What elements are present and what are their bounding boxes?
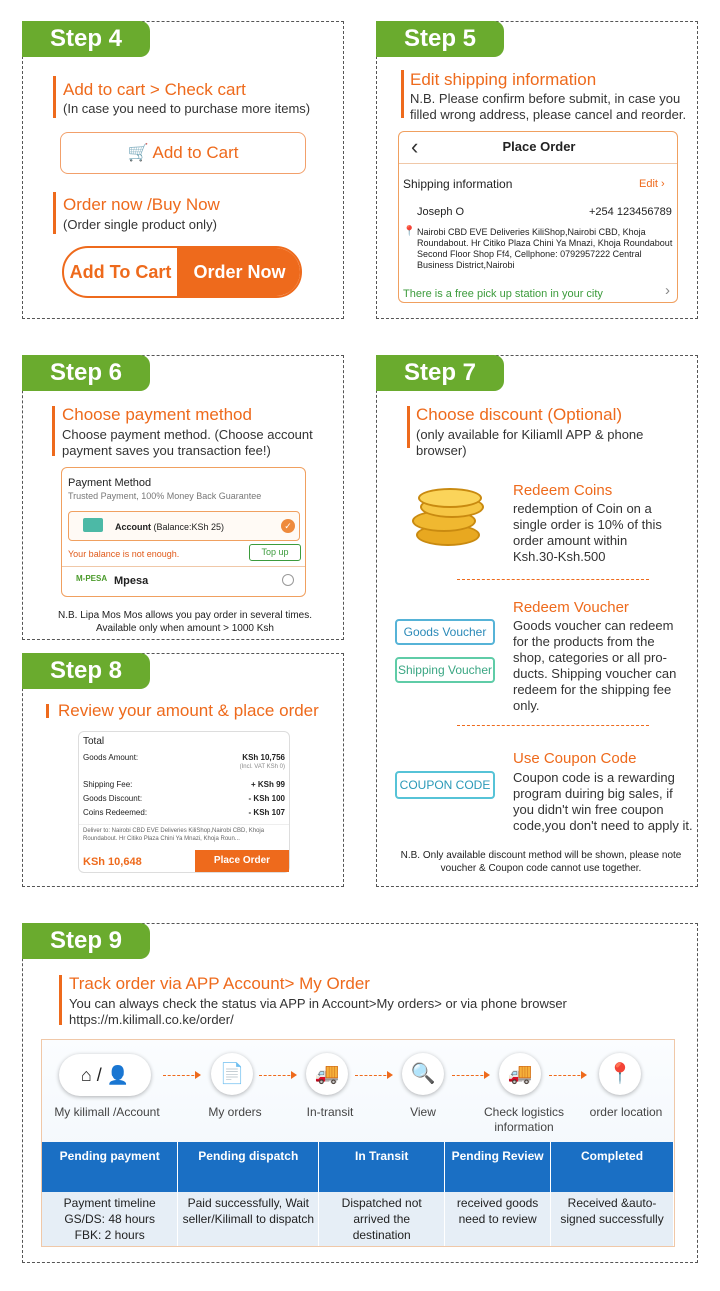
- redeem-coins-title: Redeem Coins: [513, 482, 613, 499]
- add-to-cart-label: Add to Cart: [152, 143, 239, 162]
- status-header: Completed: [551, 1142, 674, 1192]
- mpesa-radio[interactable]: [282, 574, 294, 586]
- recipient-address: Nairobi CBD EVE Deliveries KiliShop,Nairobi CBD, Khoja Roundabout. Hr Citiko Plaza Chini Ya Mnazi, Khoja Roundabout Second Floor Shop Ff4, Cellphone: 0792957222 Central Business District,Nairobi: [417, 227, 673, 270]
- status-cell: received goods need to review: [445, 1192, 551, 1246]
- total-label: Total: [83, 736, 105, 747]
- balance-warning: Your balance is not enough.: [68, 549, 180, 559]
- grand-total: KSh 10,648: [83, 856, 142, 868]
- chevron-right-icon: ›: [661, 178, 665, 190]
- shipping-info-label: Shipping information: [403, 177, 513, 191]
- step6-title: Choose payment method: [62, 405, 252, 424]
- step9-title: Track order via APP Account> My Order: [69, 974, 370, 993]
- step8-title: Review your amount & place order: [58, 701, 319, 720]
- redeem-voucher-text: Goods voucher can redeem for the products from the shop, categories or all pro-ducts. Shipping voucher can redeem for the shipping fee only.: [513, 618, 677, 713]
- flow-label-account: My kilimall /Account: [54, 1105, 160, 1119]
- user-icon: 👤: [106, 1065, 130, 1085]
- goods-voucher-chip[interactable]: Goods Voucher: [395, 619, 495, 645]
- status-cell: Payment timeline GS/DS: 48 hours FBK: 2 hours: [42, 1192, 178, 1246]
- divider: [62, 566, 305, 567]
- add-to-cart-outline-button[interactable]: [60, 132, 306, 174]
- location-pin-icon[interactable]: 📍: [599, 1053, 641, 1095]
- step6-note: N.B. Lipa Mos Mos allows you pay order in several times. Available only when amount > 1000 Ksh: [58, 610, 312, 634]
- pickup-chevron-icon: ›: [665, 282, 670, 299]
- flow-arrow-5: [549, 1075, 585, 1076]
- step5-sub: N.B. Please confirm before submit, in case you filled wrong address, please cancel and reorder.: [410, 91, 687, 122]
- step4-bar: [53, 76, 56, 118]
- flow-label-view: View: [410, 1105, 436, 1119]
- orders-icon[interactable]: 📄: [211, 1053, 253, 1095]
- order-now-button[interactable]: Order Now: [177, 248, 302, 296]
- flow-label-logistics: Check logistics information: [483, 1105, 565, 1134]
- payment-method-card: [61, 467, 306, 597]
- step4-title2: Order now /Buy Now: [63, 195, 220, 214]
- step7-sub: (only available for Kiliamll APP & phone browser): [416, 427, 644, 458]
- divider-1: [457, 579, 649, 580]
- step6-tag: Step 6: [22, 355, 150, 391]
- order-summary-card: [78, 731, 290, 873]
- status-header: Pending payment: [42, 1142, 178, 1192]
- step8-tag: Step 8: [22, 653, 150, 689]
- status-header-row: [42, 1142, 674, 1192]
- step5-tag: Step 5: [376, 21, 504, 57]
- edit-shipping-link[interactable]: [639, 177, 665, 191]
- step9-tag: Step 9: [22, 923, 150, 959]
- truck-icon[interactable]: 🚚: [306, 1053, 348, 1095]
- account-option[interactable]: [68, 511, 300, 541]
- coin-4: [418, 488, 482, 508]
- shipping-voucher-chip[interactable]: Shipping Voucher: [395, 657, 495, 683]
- divider-2: [457, 725, 649, 726]
- mpesa-logo: M-PESA: [76, 574, 108, 583]
- location-pin-icon: 📍: [403, 226, 416, 237]
- cart-icon: 🛒: [127, 143, 149, 162]
- recipient-name: Joseph O: [417, 206, 465, 218]
- order-status-table: [42, 1142, 674, 1246]
- status-header: Pending Review: [445, 1142, 551, 1192]
- shipping-fee-value: + KSh 99: [250, 780, 285, 789]
- flow-arrow-2: [259, 1075, 295, 1076]
- step9-bar: [59, 975, 62, 1025]
- mpesa-label: Mpesa: [114, 575, 149, 587]
- flow-label-location: order location: [589, 1105, 663, 1119]
- step7-note: N.B. Only available discount method will be shown, please note voucher & Coupon code cannot use together.: [400, 850, 682, 874]
- status-cell: Paid successfully, Wait seller/Kilimall to dispatch: [178, 1192, 319, 1246]
- step4-sub: (In case you need to purchase more items): [63, 101, 311, 116]
- flow-arrow-4: [452, 1075, 488, 1076]
- goods-amount-label: Goods Amount:: [83, 753, 139, 762]
- redeem-voucher-title: Redeem Voucher: [513, 599, 629, 616]
- wallet-icon: [83, 518, 103, 532]
- home-icon: ⌂: [80, 1065, 92, 1085]
- coupon-code-chip[interactable]: COUPON CODE: [395, 771, 495, 799]
- account-balance: (Balance:KSh 25): [153, 522, 225, 532]
- check-icon: ✓: [281, 519, 295, 533]
- cart-order-button-group: [62, 246, 302, 298]
- coins-redeemed-label: Coins Redeemed:: [83, 808, 148, 817]
- top-up-button[interactable]: Top up: [249, 544, 301, 561]
- flow-arrow-1: [163, 1075, 199, 1076]
- deliver-to: Deliver to: Nairobi CBD EVE Deliveries KiliShop,Nairobi CBD, Khoja Roundabout. Hr Citiko Plaza Chini Ya Mnazi, Khoja Roun...: [83, 828, 265, 842]
- step4-sub2: (Order single product only): [63, 217, 217, 232]
- payment-method-sub: Trusted Payment, 100% Money Back Guarantee: [68, 491, 262, 501]
- step4-title: Add to cart > Check cart: [63, 80, 246, 99]
- step4-tag: Step 4: [22, 21, 150, 57]
- step5-title: Edit shipping information: [410, 70, 597, 89]
- vat-note: (Incl. VAT KSh 0): [239, 764, 285, 770]
- step7-title: Choose discount (Optional): [416, 405, 623, 424]
- place-order-screen: [398, 131, 678, 303]
- pickup-station-note[interactable]: There is a free pick up station in your city: [403, 288, 603, 300]
- step5-bar: [401, 70, 404, 118]
- status-detail-row: [42, 1192, 674, 1246]
- status-header: In Transit: [319, 1142, 445, 1192]
- coupon-text: Coupon code is a rewarding program duiring big sales, if you didn't win free coupon code,you don't need to apply it.: [513, 770, 693, 833]
- step7-tag: Step 7: [376, 355, 504, 391]
- shipping-fee-label: Shipping Fee:: [83, 780, 133, 789]
- edit-label: Edit: [639, 178, 658, 190]
- coins-stack-icon: [412, 488, 484, 550]
- step6-sub: Choose payment method. (Choose account payment saves you transaction fee!): [62, 427, 313, 458]
- add-to-cart-button[interactable]: Add To Cart: [69, 262, 172, 282]
- redeem-coins-text: redemption of Coin on a single order is 10% of this order amount within Ksh.30-Ksh.500: [513, 501, 662, 564]
- coupon-title: Use Coupon Code: [513, 750, 637, 767]
- logistics-truck-icon[interactable]: 🚚: [499, 1053, 541, 1095]
- goods-discount-value: - KSh 100: [248, 794, 285, 803]
- place-order-button[interactable]: Place Order: [195, 850, 289, 872]
- account-label: [115, 522, 224, 533]
- ship-divider: [399, 163, 677, 164]
- view-document-icon[interactable]: 🔍: [402, 1053, 444, 1095]
- step9-sub: You can always check the status via APP in Account>My orders> or via phone browser https://m.kilimall.co.ke/order/: [69, 996, 567, 1027]
- step8-bar: [46, 704, 49, 718]
- step6-bar: [52, 406, 55, 456]
- back-arrow-icon[interactable]: ‹: [411, 134, 419, 159]
- status-cell: Dispatched not arrived the destination: [319, 1192, 445, 1246]
- recipient-phone: +254 123456789: [589, 206, 672, 218]
- goods-amount-value: KSh 10,756: [242, 753, 285, 762]
- step7-bar: [407, 406, 410, 448]
- flow-arrow-3: [355, 1075, 391, 1076]
- coins-redeemed-value: - KSh 107: [248, 808, 285, 817]
- flow-label-transit: In-transit: [306, 1105, 354, 1119]
- place-order-title: Place Order: [502, 139, 576, 154]
- status-cell: Received &auto-signed successfully: [551, 1192, 674, 1246]
- payment-method-title: Payment Method: [68, 477, 152, 489]
- summary-divider: [79, 824, 289, 825]
- status-header: Pending dispatch: [178, 1142, 319, 1192]
- flow-label-orders: My orders: [208, 1105, 262, 1119]
- step4-bar2: [53, 192, 56, 234]
- account-name: Account: [115, 522, 151, 532]
- goods-discount-label: Goods Discount:: [83, 794, 143, 803]
- account-icon-pill[interactable]: ⌂ / 👤: [59, 1054, 151, 1096]
